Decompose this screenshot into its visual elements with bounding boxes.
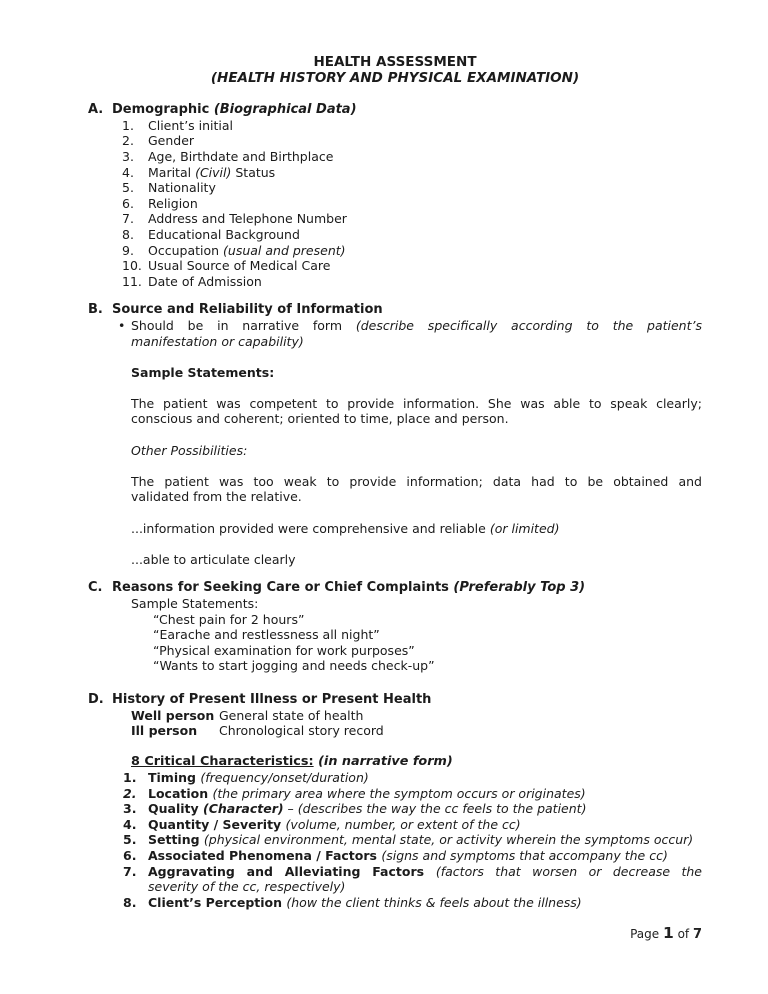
- item-bold: Client’s Perception: [148, 894, 287, 910]
- list-item: [88, 133, 702, 149]
- section-c-title: [112, 580, 585, 596]
- doc-title-line2: (HEALTH HISTORY AND PHYSICAL EXAMINATION): [210, 69, 580, 86]
- item-text-run: Educational Background: [148, 226, 300, 242]
- section-b: [88, 302, 702, 567]
- item-text-run: Age, Birthdate and Birthplace: [148, 148, 334, 164]
- item-text-run: Gender: [148, 133, 195, 149]
- item-text: [148, 211, 347, 227]
- item-body: [148, 770, 702, 786]
- item-line: [148, 801, 586, 816]
- item-number: 4.: [123, 816, 137, 832]
- item-text: [148, 227, 300, 243]
- item-bold-italic: (Character): [203, 801, 284, 817]
- doc-title: [88, 55, 702, 86]
- item-line-2: severity of the cc, respectively): [148, 879, 346, 895]
- item-text: [148, 243, 346, 259]
- section-d-letter: D.: [88, 691, 104, 707]
- item-text: [148, 258, 330, 274]
- item-body: [148, 786, 702, 802]
- item-text-run: Nationality: [148, 180, 216, 196]
- item-italic: (describes the way the cc feels to the patient): [297, 801, 587, 817]
- bullet-line-2: [131, 334, 702, 350]
- total-pages: 7: [692, 927, 702, 942]
- term-label: Well person: [131, 707, 215, 723]
- critical-characteristics-heading: [131, 754, 702, 770]
- item-italic: (volume, number, or extent of the cc): [285, 816, 521, 832]
- section-c-title-text: Reasons for Seeking Care or Chief Complaints: [112, 580, 454, 596]
- item-text: [148, 165, 275, 181]
- item-number: 7.: [123, 863, 137, 879]
- section-c-header: [88, 580, 702, 596]
- section-c-title-note: (Preferably Top 3): [453, 580, 586, 596]
- critical-item: [88, 801, 702, 817]
- list-item: [88, 211, 702, 227]
- item-number: 9.: [122, 242, 134, 258]
- item-text-italic: (Civil): [195, 164, 232, 180]
- critical-heading-underlined: 8 Critical Characteristics:: [131, 754, 314, 770]
- item-number: 7.: [122, 211, 134, 227]
- section-a-header: [88, 102, 702, 118]
- item-italic: (physical environment, mental state, or activity wherein the symptoms occur): [203, 832, 694, 848]
- page-word: Page: [630, 927, 663, 941]
- item-text: [148, 180, 216, 196]
- paragraph-competent: [131, 396, 702, 427]
- item-number: 4.: [122, 164, 134, 180]
- section-a-title-text: Demographic: [112, 102, 214, 118]
- bullet-text-regular: Should be in narrative form: [131, 317, 356, 333]
- term-value: Chronological story record: [219, 723, 384, 739]
- item-line: [148, 895, 582, 910]
- critical-item: [88, 864, 702, 895]
- item-number: 6.: [123, 847, 137, 863]
- item-bold: Aggravating and Alleviating Factors: [148, 863, 436, 879]
- term-row: [131, 723, 702, 739]
- page-number: 1: [662, 924, 674, 942]
- list-item: [88, 243, 702, 259]
- paragraph-line: The patient was competent to provide information. She was able to speak clearly;: [131, 395, 702, 411]
- note-text-regular: ...information provided were comprehensive and reliable: [131, 520, 490, 536]
- list-item: [88, 196, 702, 212]
- list-item: [88, 227, 702, 243]
- item-number: 1.: [122, 117, 134, 133]
- item-text-run: Marital: [148, 164, 196, 180]
- item-text-post: Status: [231, 164, 276, 180]
- item-number: 8.: [122, 226, 134, 242]
- section-d: [88, 692, 702, 910]
- item-number: 3.: [123, 801, 137, 817]
- list-item: [88, 258, 702, 274]
- item-text-run: Usual Source of Medical Care: [148, 258, 331, 274]
- item-line: [148, 864, 702, 880]
- section-b-title: Source and Reliability of Information: [112, 302, 383, 318]
- item-number: 5.: [123, 832, 137, 848]
- item-body: [148, 848, 702, 864]
- list-item: [88, 165, 702, 181]
- section-a-title: [112, 102, 357, 118]
- item-number: 11.: [122, 273, 142, 289]
- page-footer: [630, 926, 702, 943]
- list-item: [88, 274, 702, 290]
- quote-line: “Physical examination for work purposes”: [153, 642, 415, 658]
- item-text: [148, 149, 333, 165]
- item-line: [148, 832, 693, 847]
- list-item: [88, 118, 702, 134]
- section-c: [88, 580, 702, 674]
- item-text-run: Religion: [148, 195, 198, 211]
- section-b-letter: B.: [88, 302, 103, 318]
- critical-list: [88, 770, 702, 910]
- item-body: [148, 832, 702, 848]
- section-b-header: [88, 302, 702, 318]
- item-bold: Location: [148, 785, 213, 801]
- quote-line: “Wants to start jogging and needs check-up”: [153, 658, 435, 674]
- quote-line: “Earache and restlessness all night”: [153, 627, 380, 643]
- section-a-title-note: (Biographical Data): [213, 102, 357, 118]
- item-mid: –: [283, 801, 298, 817]
- sample-statements-heading: Sample Statements:: [131, 364, 275, 380]
- paragraph-line: validated from the relative.: [131, 489, 302, 505]
- critical-item: [88, 832, 702, 848]
- critical-item: [88, 770, 702, 786]
- list-item: [88, 180, 702, 196]
- paragraph-line: The patient was too weak to provide information; data had to be obtained and: [131, 473, 702, 489]
- item-italic: (signs and symptoms that accompany the cc): [381, 847, 668, 863]
- item-body: [148, 864, 702, 895]
- item-text-run: Occupation: [148, 242, 224, 258]
- item-number: 6.: [122, 195, 134, 211]
- item-number: 1.: [123, 769, 137, 785]
- critical-item: [88, 895, 702, 911]
- item-line: [148, 817, 521, 832]
- item-italic: (the primary area where the symptom occurs or originates): [212, 785, 586, 801]
- item-text-italic: (usual and present): [223, 242, 346, 258]
- item-number: 3.: [122, 148, 134, 164]
- sample-statements-heading-c: Sample Statements:: [131, 596, 259, 611]
- bullet-icon: •: [118, 317, 126, 333]
- note-line-2: ...able to articulate clearly: [131, 551, 296, 567]
- bullet-text-italic: (describe specifically according to the patient’s: [355, 317, 702, 333]
- item-number: 2.: [123, 785, 137, 801]
- critical-item: [88, 786, 702, 802]
- item-italic: (factors that worsen or decrease the: [435, 863, 702, 879]
- bullet-item: [118, 317, 702, 349]
- term-row: [131, 708, 702, 724]
- item-text: [148, 274, 262, 290]
- demographic-list: [88, 118, 702, 290]
- bullet-line-1: [131, 318, 702, 334]
- item-body: [148, 817, 702, 833]
- item-number: 10.: [122, 258, 142, 274]
- doc-title-line1: HEALTH ASSESSMENT: [313, 54, 477, 70]
- item-bold: Setting: [148, 832, 204, 848]
- paragraph-line: conscious and coherent; oriented to time, place and person.: [131, 411, 509, 427]
- term-label: Ill person: [131, 723, 198, 739]
- item-line: [148, 786, 586, 801]
- item-text-run: Client’s initial: [148, 117, 234, 133]
- other-possibilities-heading: Other Possibilities:: [131, 442, 248, 458]
- item-italic: (frequency/onset/duration): [200, 769, 369, 785]
- item-body: [148, 801, 702, 817]
- item-bold: Quality: [148, 801, 204, 817]
- item-line: [148, 770, 369, 785]
- item-text: [148, 118, 233, 134]
- item-line: [148, 848, 668, 863]
- item-number: 2.: [122, 133, 134, 149]
- item-text: [148, 196, 198, 212]
- quote-line: “Chest pain for 2 hours”: [153, 611, 305, 627]
- term-value: General state of health: [219, 707, 364, 723]
- item-text-run: Date of Admission: [148, 273, 262, 289]
- critical-heading-note: (in narrative form): [313, 754, 453, 770]
- item-text-run: Address and Telephone Number: [148, 211, 347, 227]
- note-text-italic: (or limited): [489, 520, 560, 536]
- section-d-title: History of Present Illness or Present Health: [112, 691, 432, 707]
- item-text: [148, 133, 194, 149]
- item-body: [148, 895, 702, 911]
- section-c-letter: C.: [88, 580, 103, 596]
- critical-item: [88, 848, 702, 864]
- section-d-header: [88, 692, 702, 708]
- item-number: 8.: [123, 894, 137, 910]
- section-a-letter: A.: [88, 102, 104, 118]
- item-bold: Timing: [148, 769, 201, 785]
- section-a: [88, 102, 702, 289]
- item-number: 5.: [122, 180, 134, 196]
- bullet-text-italic2: manifestation or capability): [131, 333, 304, 349]
- item-italic: (how the client thinks & feels about the illness): [286, 894, 582, 910]
- note-line-1: [131, 521, 702, 537]
- paragraph-too-weak: [131, 474, 702, 505]
- item-bold: Associated Phenomena / Factors: [148, 847, 382, 863]
- of-word: of: [673, 927, 693, 941]
- list-item: [88, 149, 702, 165]
- item-bold: Quantity / Severity: [148, 816, 286, 832]
- critical-item: [88, 817, 702, 833]
